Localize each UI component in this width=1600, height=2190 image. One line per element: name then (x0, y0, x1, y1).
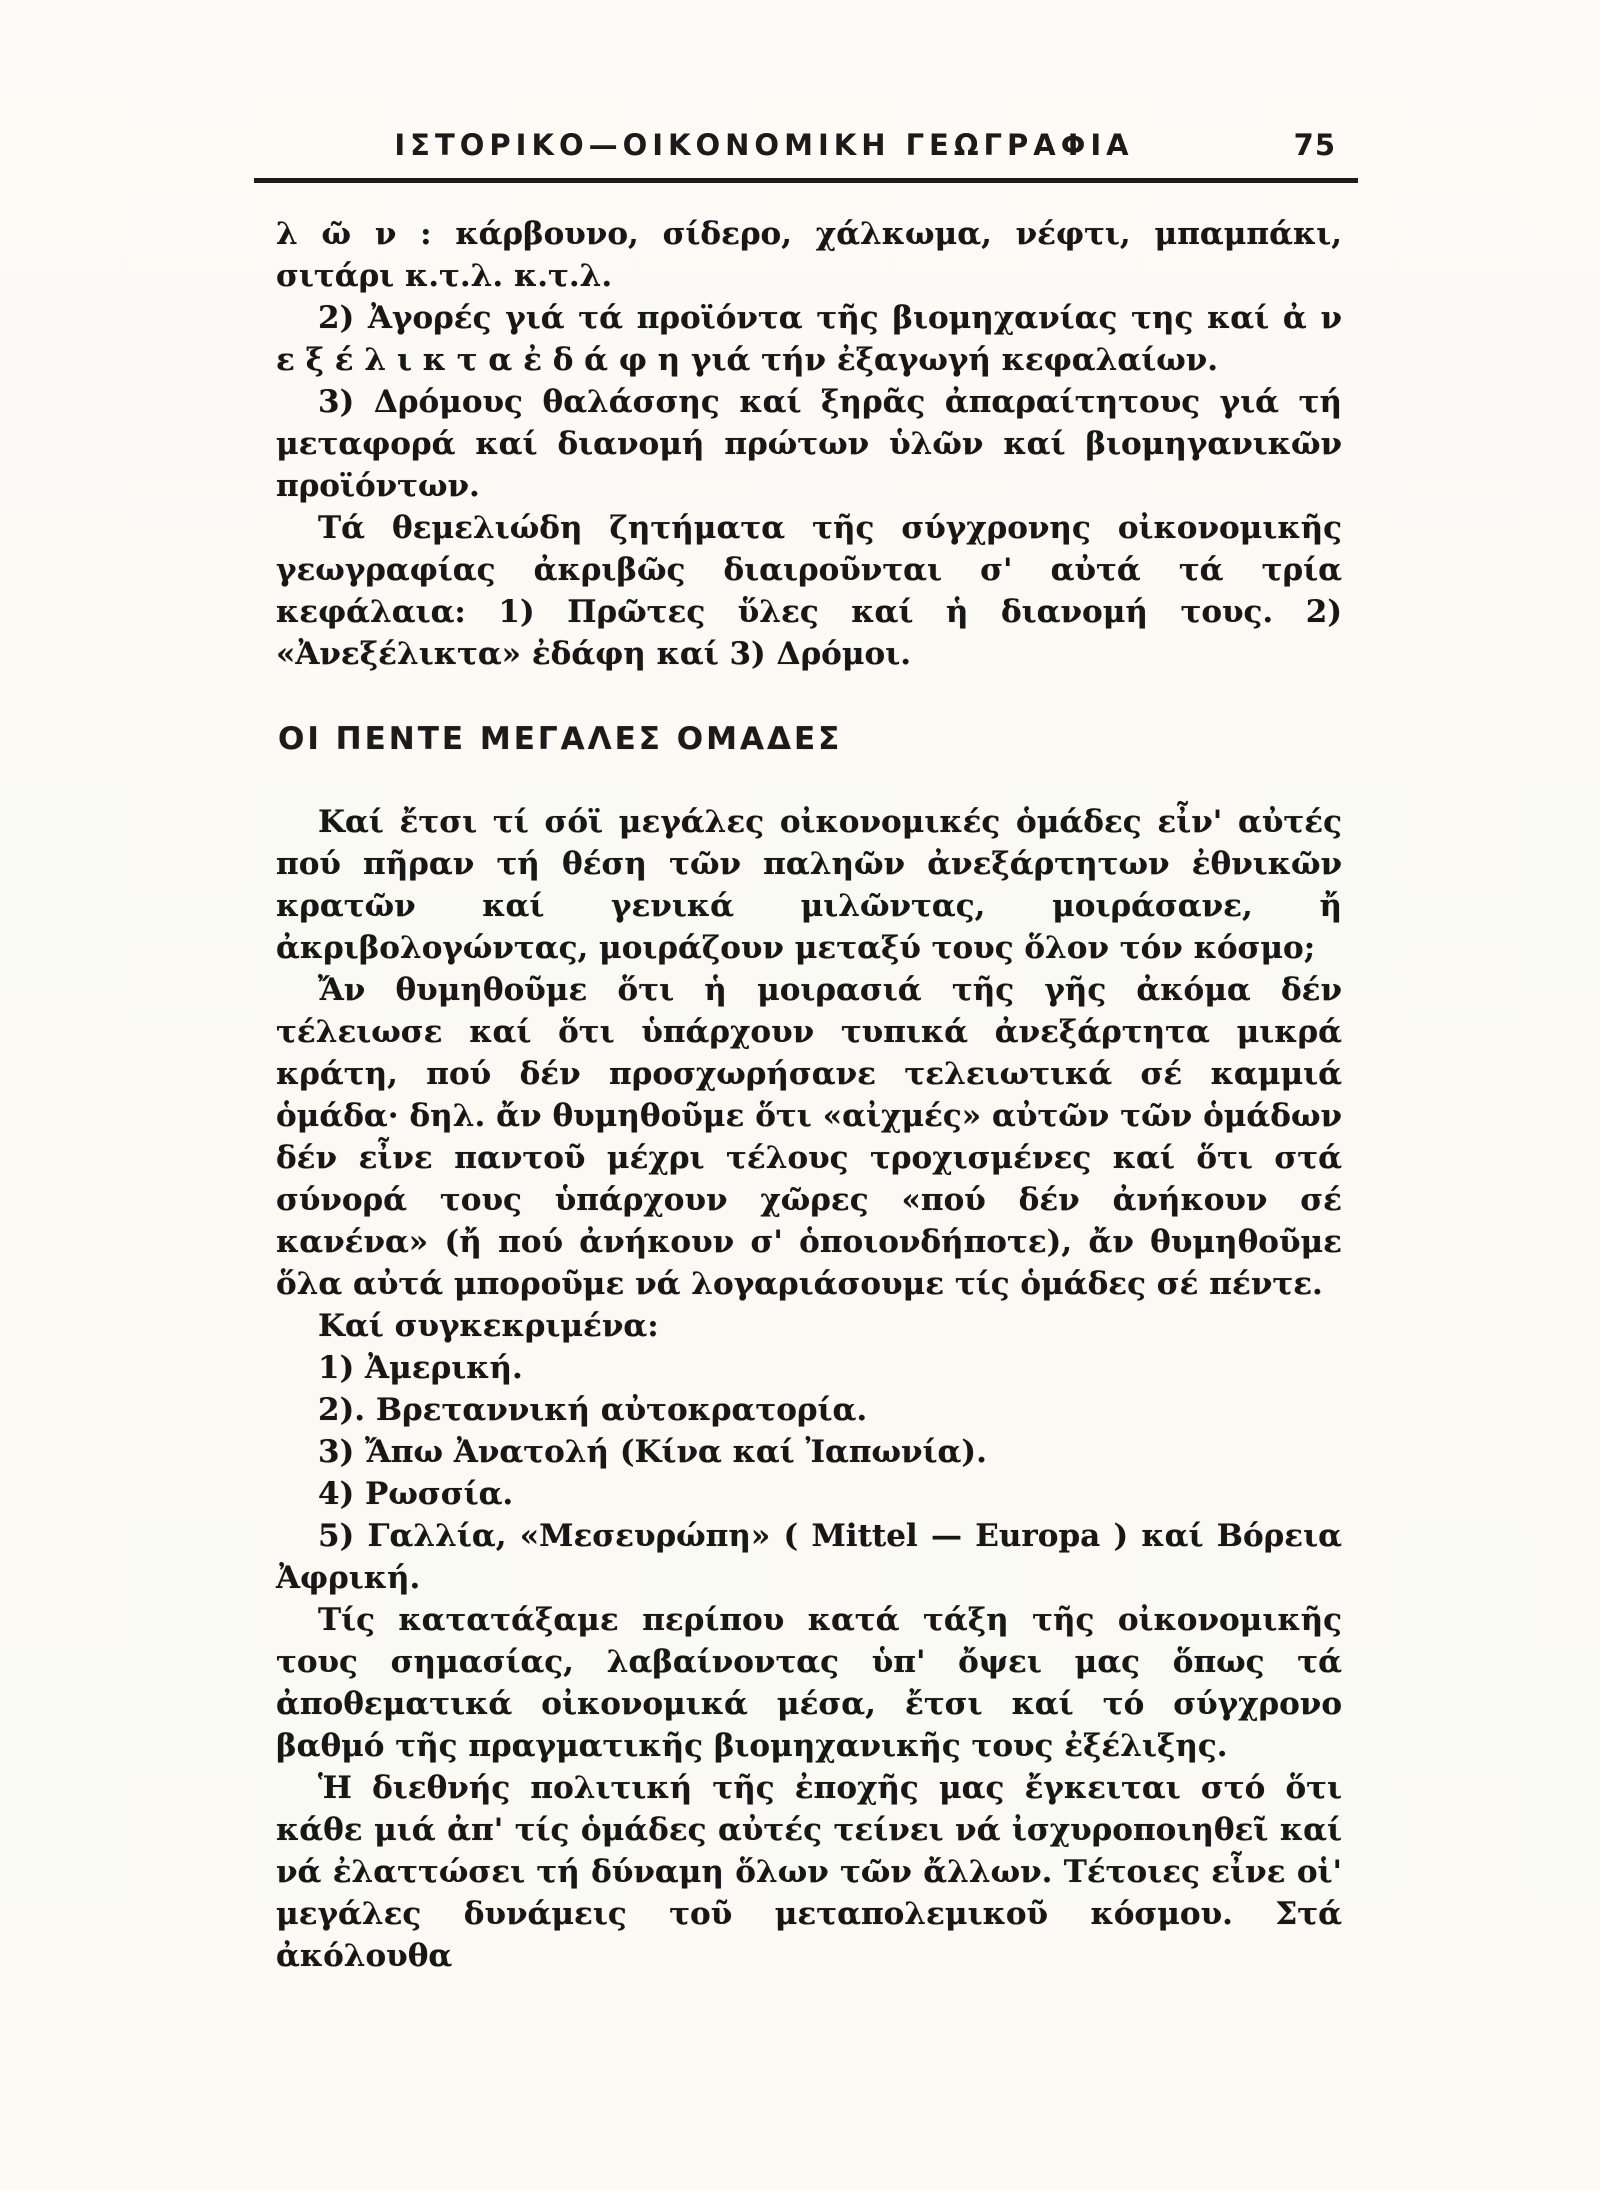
header-rule (254, 178, 1358, 183)
paragraph-groups-intro: Καί ἔτσι τί σόϊ μεγάλες οἰκονομικές ὁμάδες εἶν' αὐτές πού πῆραν τή θέση τῶν παληῶν ἀνεξάρτητων ἐθνικῶν κρατῶν καί γενικά μιλῶντας, μοιράσανε, ἤ ἀκριβολογώντας, μοιράζουν μεταξύ τους ὅλον τόν κόσμο; (276, 804, 1342, 966)
section-heading: ΟΙ ΠΕΝΤΕ ΜΕΓΑΛΕΣ ΟΜΑΔΕΣ (278, 721, 843, 757)
list-item-france-mitteleuropa: 5) Γαλλία, «Μεσευρώπη» ( Mittel — Europa ) καί Βόρεια Ἀφρική. (276, 1518, 1342, 1596)
list-item-russia: 4) Ρωσσία. (318, 1476, 514, 1512)
page-number: 75 (1293, 128, 1336, 162)
groups-list (276, 1347, 1342, 1599)
list-item-america: 1) Ἀμερική. (318, 1350, 523, 1386)
paragraph-routes: 3) Δρόμους θαλάσσης καί ξηρᾶς ἀπαραίτητους γιά τή μεταφορά καί διανομή πρώτων ὑλῶν καί βιομηγανικῶν προϊόντων. (276, 384, 1342, 504)
running-header (276, 128, 1342, 178)
paragraph-ranking: Τίς κατατάξαμε περίπου κατά τάξη τῆς οἰκονομικῆς τους σημασίας, λαβαίνοντας ὑπ' ὄψει μας ὅπως τά ἀποθεματικά οἰκονομικά μέσα, ἔτσι καί τό σύγχρονο βαθμό τῆς πραγματικῆς βιομηχανικῆς τους ἐξέλιξης. (276, 1602, 1342, 1764)
paragraph-international-politics: Ἡ διεθνής πολιτική τῆς ἐποχῆς μας ἔγκειται στό ὅτι κάθε μιά ἀπ' τίς ὁμάδες αὐτές τείνει νά ἰσχυροποιηθεῖ καί νά ἐλαττώσει τή δύναμη ὅλων τῶν ἄλλων. Τέτοιες εἶνε οἱ' μεγάλες δυνάμεις τοῦ μεταπολεμικοῦ κόσμου. Στά ἀκόλουθα (276, 1770, 1342, 1974)
page-content (276, 128, 1342, 1977)
paragraph-fundamentals: Τά θεμελιώδη ζητήματα τῆς σύγχρονης οἰκονομικῆς γεωγραφίας ἀκριβῶς διαιροῦνται σ' αὐτά τά τρία κεφάλαια: 1) Πρῶτες ὕλες καί ἡ διανομή τους. 2) «Ἀνεξέλικτα» ἐδάφη καί 3) Δρόμοι. (276, 510, 1342, 672)
page-header-title: ΙΣΤΟΡΙΚΟ—ΟΙΚΟΝΟΜΙΚΗ ΓΕΩΓΡΑΦΙΑ (394, 128, 1134, 162)
paragraph-markets: 2) Ἀγορές γιά τά προϊόντα τῆς βιομηχανίας της καί ἀ ν ε ξ έ λ ι κ τ α ἐ δ ά φ η γιά τήν ἐξαγωγή κεφαλαίων. (276, 300, 1342, 378)
list-item-british-empire: 2). Βρεταννική αὐτοκρατορία. (318, 1392, 868, 1428)
paragraph-partition: Ἄν θυμηθοῦμε ὅτι ἡ μοιρασιά τῆς γῆς ἀκόμα δέν τέλειωσε καί ὅτι ὑπάρχουν τυπικά ἀνεξάρτητα μικρά κράτη, πού δέν προσχωρήσανε τελειωτικά σέ καμμιά ὁμάδα· δηλ. ἄν θυμηθοῦμε ὅτι «αἰχμές» αὐτῶν τῶν ὁμάδων δέν εἶνε παντοῦ μέχρι τέλους τροχισμένες καί ὅτι στά σύνορά τους ὑπάρχουν χῶρες «πού δέν ἀνήκουν σέ κανένα» (ἤ πού ἀνήκουν σ' ὁποιονδήποτε), ἄν θυμηθοῦμε ὅλα αὐτά μποροῦμε νά λογαριάσουμε τίς ὁμάδες σέ πέντε. (276, 972, 1342, 1302)
paragraph-continuation: λ ῶ ν : κάρβουνο, σίδερο, χάλκωμα, νέφτι, μπαμπάκι, σιτάρι κ.τ.λ. κ.τ.λ. (276, 216, 1342, 294)
paragraph-specifically: Καί συγκεκριμένα: (318, 1308, 659, 1344)
list-item-far-east: 3) Ἄπω Ἀνατολή (Κίνα καί Ἰαπωνία). (318, 1434, 987, 1470)
